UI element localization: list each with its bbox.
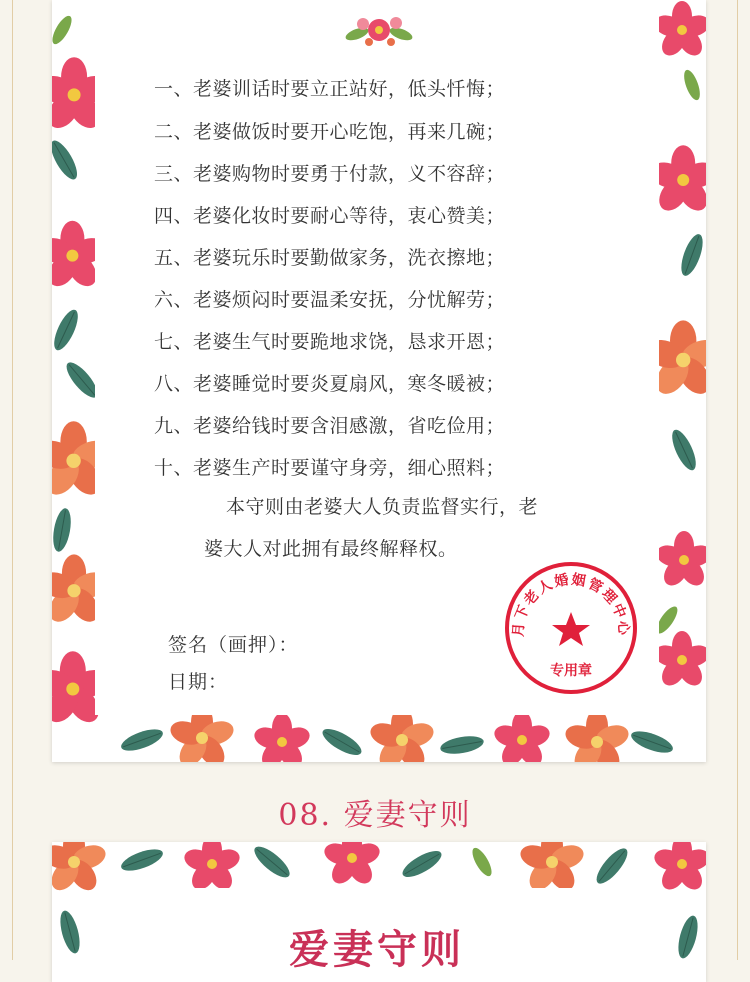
section-title: 08. 爱妻守则	[278, 798, 472, 833]
rule-line-6: 六、老婆烦闷时要温柔安抚，分忧解劳；	[154, 289, 506, 311]
closing-statement: 本守则由老婆大人负责监督实行，老婆大人对此拥有最终解释权。	[204, 496, 539, 560]
rule-line-5: 五、老婆玩乐时要勤做家务，洗衣擦地；	[154, 247, 506, 269]
date-label: 日期：	[168, 671, 229, 693]
next-card-paper	[95, 888, 659, 982]
rule-line-2: 二、老婆做饭时要开心吃饱，再来几碗；	[154, 121, 506, 143]
rule-line-7: 七、老婆生气时要跪地求饶，恳求开恩；	[154, 331, 506, 353]
rule-line-9: 九、老婆给钱时要含泪感激，省吃俭用；	[154, 415, 506, 437]
stamp-bottom-text: 专用章	[550, 663, 592, 679]
rule-line-10: 十、老婆生产时要谨守身旁，细心照料；	[154, 457, 506, 479]
stamp-ring-text: 月下老人婚姻管理中心	[510, 571, 632, 638]
card-title: 爱妻守则	[289, 926, 465, 973]
signature-label: 签名（画押）：	[168, 634, 299, 656]
floral-top-ornament	[339, 8, 419, 54]
rule-line-3: 三、老婆购物时要勇于付款，义不容辞；	[154, 163, 506, 185]
official-seal-stamp	[503, 560, 639, 696]
rule-line-8: 八、老婆睡觉时要炎夏扇风，寒冬暖被；	[154, 373, 506, 395]
rule-line-4: 四、老婆化妆时要耐心等待，衷心赞美；	[154, 205, 506, 227]
next-card	[52, 842, 706, 982]
rule-line-1: 一、老婆训话时要立正站好，低头忏悔；	[154, 78, 506, 100]
